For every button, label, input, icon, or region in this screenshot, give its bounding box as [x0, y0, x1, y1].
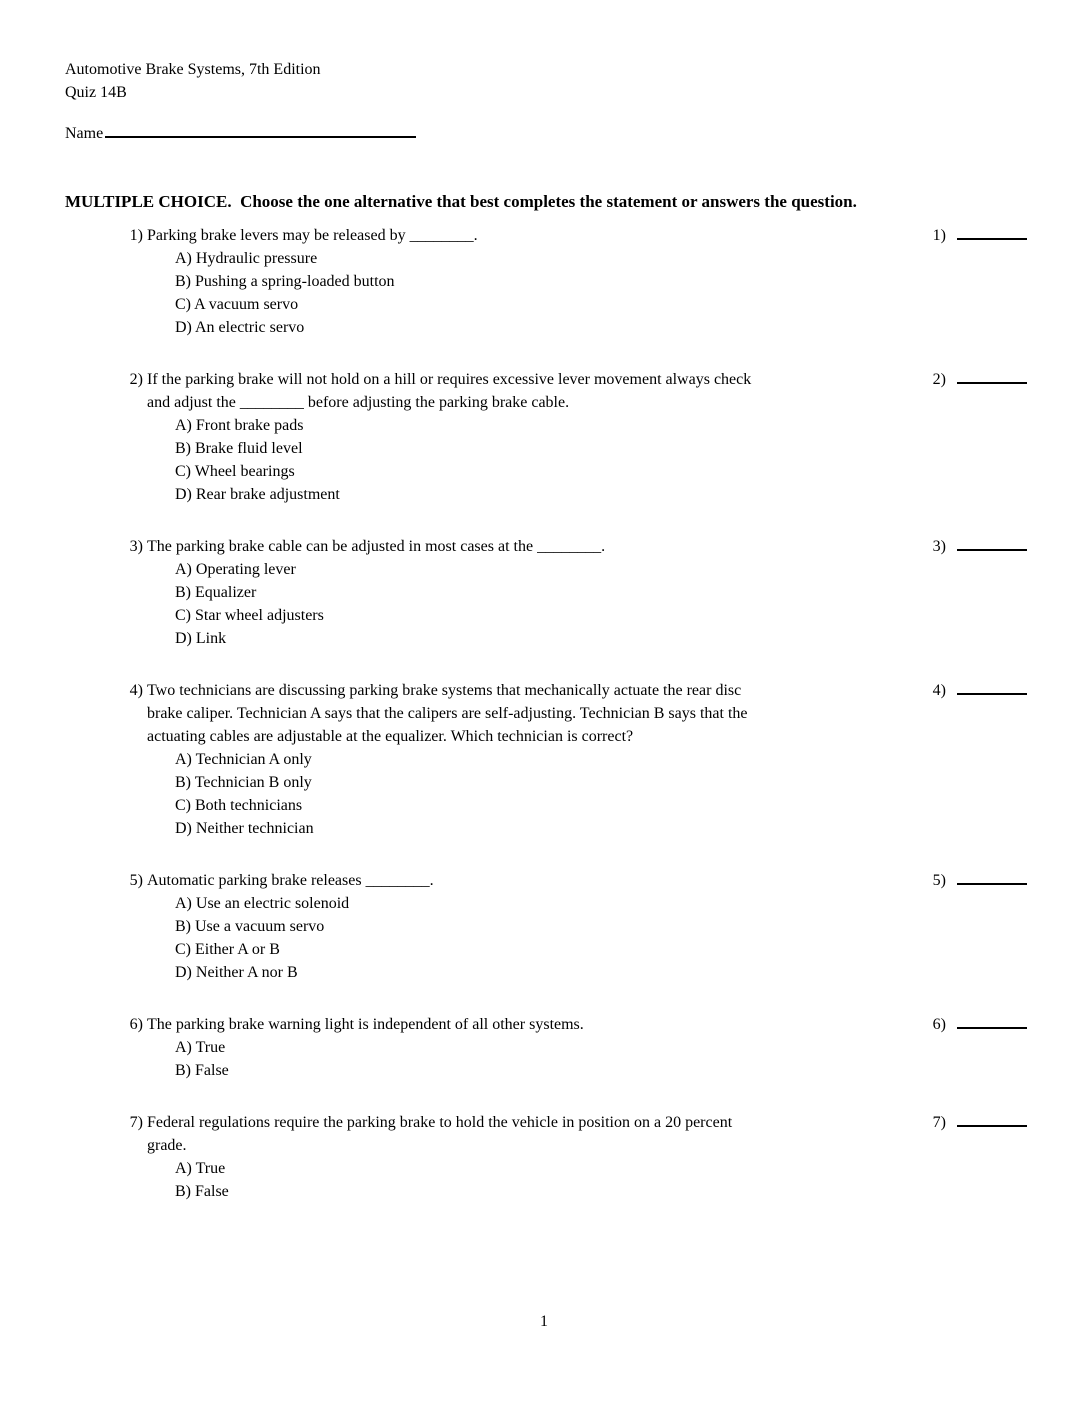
- question-line: 5) Automatic parking brake releases ________.: [65, 869, 892, 892]
- option: B) Technician B only: [175, 774, 312, 791]
- options-list: [65, 1036, 892, 1082]
- option: C) Star wheel adjusters: [175, 607, 324, 624]
- question-row: [65, 224, 1027, 339]
- option: A) True: [175, 1160, 226, 1177]
- answer-number: 6): [932, 1016, 946, 1033]
- question-row: [65, 368, 1027, 506]
- option: A) Operating lever: [175, 561, 296, 578]
- options-list: [65, 558, 892, 650]
- option: D) Link: [175, 630, 227, 647]
- answer-area: [933, 679, 1027, 702]
- name-blank-line[interactable]: [105, 123, 416, 138]
- question-number: 1): [129, 227, 143, 244]
- answer-area: [933, 368, 1027, 391]
- question-number: 5): [129, 872, 143, 889]
- option: A) True: [175, 1039, 226, 1056]
- options-list: [65, 892, 892, 984]
- answer-area: [933, 1111, 1027, 1134]
- question-block: [65, 535, 1027, 650]
- question-text-block: [65, 869, 892, 892]
- question-row: [65, 679, 1027, 840]
- answer-area: [933, 869, 1027, 892]
- question-number: 7): [129, 1114, 143, 1131]
- options-list: [65, 748, 892, 840]
- question-line: 6) The parking brake warning light is independent of all other systems.: [65, 1013, 892, 1036]
- answer-area: [933, 1013, 1027, 1036]
- option: A) Use an electric solenoid: [175, 895, 350, 912]
- option: D) Rear brake adjustment: [175, 486, 340, 503]
- options-list: [65, 1157, 892, 1203]
- name-row: [65, 122, 1027, 145]
- answer-area: [933, 535, 1027, 558]
- answer-blank-line[interactable]: [957, 680, 1027, 695]
- question-body: [65, 1111, 892, 1203]
- book-title: Automotive Brake Systems, 7th Edition: [65, 61, 321, 78]
- answer-number: 3): [932, 538, 946, 555]
- question-line: grade.: [147, 1137, 187, 1154]
- answer-blank-line[interactable]: [957, 1014, 1027, 1029]
- question-body: [65, 368, 892, 506]
- option: C) Both technicians: [175, 797, 303, 814]
- options-list: [65, 414, 892, 506]
- question-line: brake caliper. Technician A says that the calipers are self-adjusting. Technician B says that the: [147, 705, 748, 722]
- question-block: [65, 1111, 1027, 1203]
- question-row: [65, 1111, 1027, 1203]
- question-row: [65, 535, 1027, 650]
- question-body: [65, 224, 892, 339]
- question-number: 2): [129, 371, 143, 388]
- answer-blank-line[interactable]: [957, 870, 1027, 885]
- option: B) False: [175, 1062, 229, 1079]
- question-body: [65, 1013, 892, 1082]
- document-header: [65, 58, 1027, 104]
- question-line: 4) Two technicians are discussing parking brake systems that mechanically actuate the rear disc: [65, 679, 892, 702]
- question-line: 1) Parking brake levers may be released by ________.: [65, 224, 892, 247]
- option: D) An electric servo: [175, 319, 305, 336]
- questions-list: [65, 224, 1027, 1203]
- option: B) Pushing a spring-loaded button: [175, 273, 395, 290]
- question-number: 4): [129, 682, 143, 699]
- option: D) Neither technician: [175, 820, 314, 837]
- question-number: 6): [129, 1016, 143, 1033]
- question-line: and adjust the ________ before adjusting the parking brake cable.: [147, 394, 570, 411]
- option: A) Hydraulic pressure: [175, 250, 318, 267]
- question-block: [65, 1013, 1027, 1082]
- name-label: Name: [65, 125, 104, 142]
- answer-blank-line[interactable]: [957, 225, 1027, 240]
- question-number: 3): [129, 538, 143, 555]
- options-list: [65, 247, 892, 339]
- question-text-block: [65, 224, 892, 247]
- answer-blank-line[interactable]: [957, 369, 1027, 384]
- answer-blank-line[interactable]: [957, 1112, 1027, 1127]
- question-row: [65, 1013, 1027, 1082]
- question-block: [65, 869, 1027, 984]
- question-body: [65, 869, 892, 984]
- option: B) Equalizer: [175, 584, 257, 601]
- option: A) Technician A only: [175, 751, 312, 768]
- option: C) Either A or B: [175, 941, 280, 958]
- option: B) Use a vacuum servo: [175, 918, 325, 935]
- answer-number: 4): [932, 682, 946, 699]
- option: B) Brake fluid level: [175, 440, 303, 457]
- answer-number: 5): [932, 872, 946, 889]
- question-line: actuating cables are adjustable at the equalizer. Which technician is correct?: [147, 728, 634, 745]
- question-line: 2) If the parking brake will not hold on a hill or requires excessive lever movement always check: [65, 368, 892, 391]
- answer-number: 7): [932, 1114, 946, 1131]
- question-line: 7) Federal regulations require the parking brake to hold the vehicle in position on a 20 percent: [65, 1111, 892, 1134]
- question-text-block: [65, 535, 892, 558]
- question-row: [65, 869, 1027, 984]
- question-text-block: [65, 1013, 892, 1036]
- question-block: [65, 368, 1027, 506]
- question-block: [65, 224, 1027, 339]
- instructions: MULTIPLE CHOICE. Choose the one alternative that best completes the statement or answers the question.: [65, 192, 857, 211]
- answer-area: [933, 224, 1027, 247]
- answer-blank-line[interactable]: [957, 536, 1027, 551]
- question-block: [65, 679, 1027, 840]
- option: C) Wheel bearings: [175, 463, 295, 480]
- question-text-block: [65, 1111, 892, 1157]
- answer-number: 1): [932, 227, 946, 244]
- question-body: [65, 535, 892, 650]
- option: C) A vacuum servo: [175, 296, 299, 313]
- page-number: 1: [540, 1313, 548, 1330]
- question-text-block: [65, 679, 892, 748]
- quiz-title: Quiz 14B: [65, 84, 127, 101]
- page-footer: [0, 1310, 1088, 1333]
- answer-number: 2): [932, 371, 946, 388]
- option: A) Front brake pads: [175, 417, 304, 434]
- option: D) Neither A nor B: [175, 964, 298, 981]
- question-text-block: [65, 368, 892, 414]
- option: B) False: [175, 1183, 229, 1200]
- question-body: [65, 679, 892, 840]
- question-line: 3) The parking brake cable can be adjusted in most cases at the ________.: [65, 535, 892, 558]
